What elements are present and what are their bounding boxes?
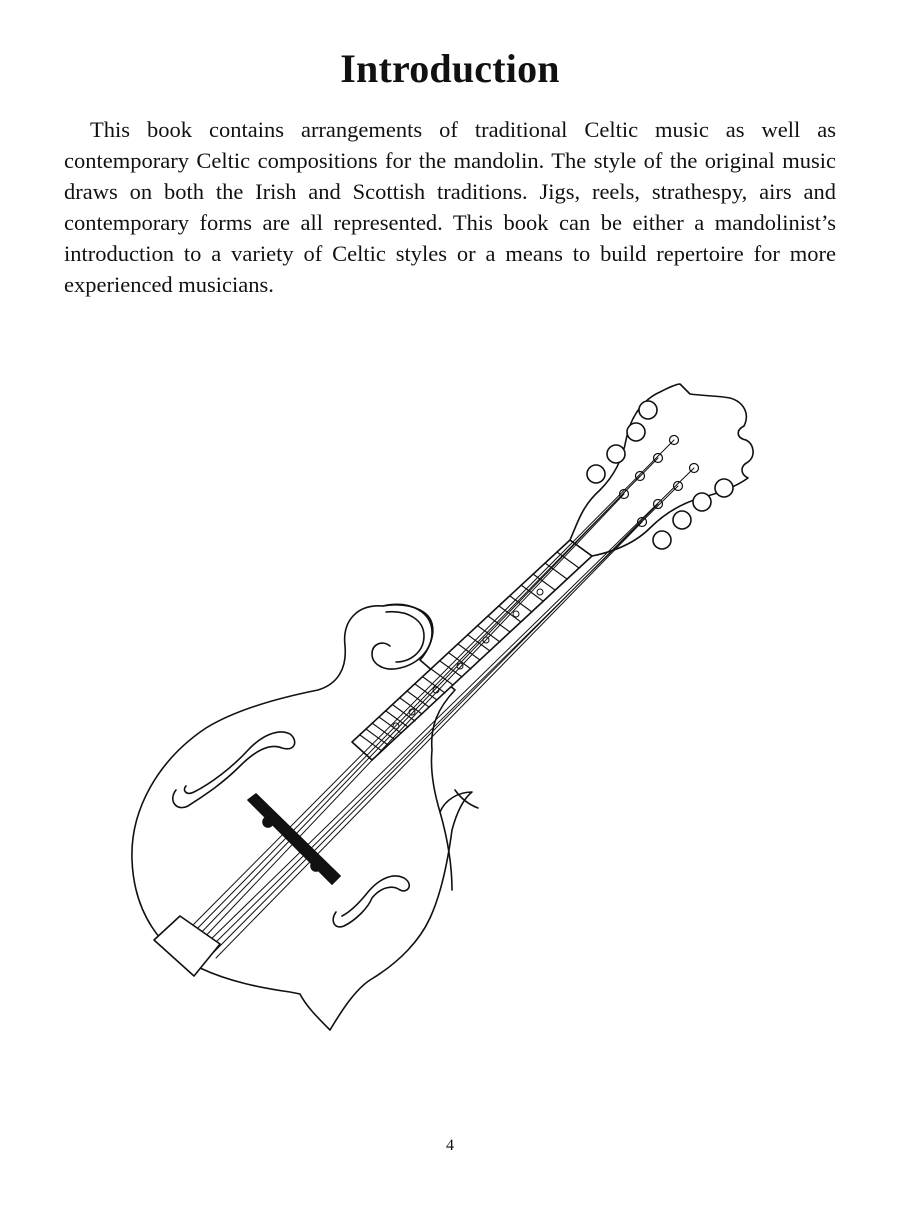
- tuner-peg: [627, 423, 645, 441]
- page-title: Introduction: [340, 46, 560, 91]
- intro-paragraph: This book contains arrangements of traditional Celtic music as well as contemporary Celtic compositions for the mandolin. The style of the original music draws on both the Irish and Scottish traditions. Jigs, reels, strathespy, airs and contemporary forms are all represented. This book can be either a mandolinist’s introduction to a variety of Celtic styles or a means to build repertoire for more experienced musicians.: [64, 117, 836, 297]
- tuner-peg: [653, 531, 671, 549]
- tuner-peg: [607, 445, 625, 463]
- tuner-peg: [587, 465, 605, 483]
- tuner-peg: [673, 511, 691, 529]
- page-number: 4: [446, 1137, 454, 1154]
- tuner-peg: [715, 479, 733, 497]
- mandolin-icon: [0, 340, 900, 1080]
- tuner-peg: [639, 401, 657, 419]
- tuner-peg: [693, 493, 711, 511]
- mandolin-illustration: [0, 340, 900, 1080]
